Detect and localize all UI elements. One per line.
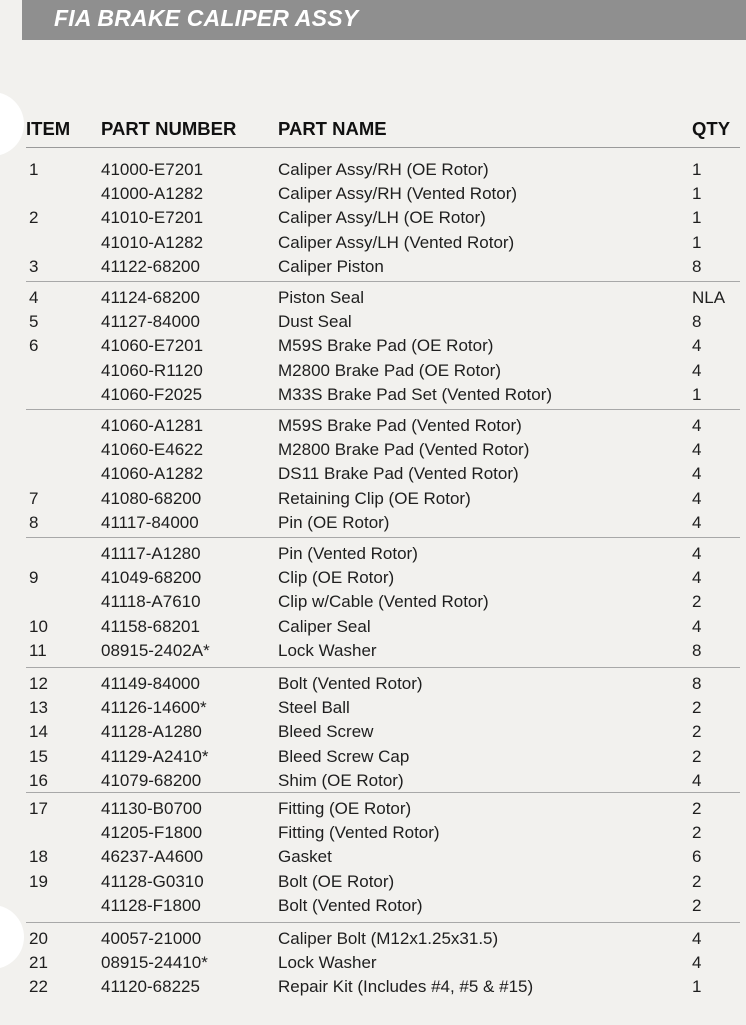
item-number: 15 [29, 746, 48, 766]
part-name: M59S Brake Pad (Vented Rotor) [278, 416, 522, 435]
part-number: 46237-A4600 [101, 847, 204, 867]
part-name: Pin (OE Rotor) [278, 512, 390, 532]
table-row [0, 544, 746, 566]
quantity: 2 [692, 823, 702, 843]
part-name: Caliper Assy/LH (Vented Rotor) [278, 232, 515, 252]
part-number: 41130-B0700 [101, 799, 202, 818]
item-number: 11 [29, 640, 47, 660]
part-number: 41127-84000 [101, 312, 200, 332]
title-bar [22, 0, 746, 40]
part-name: Caliper Assy/RH (Vented Rotor) [278, 184, 518, 204]
item-number: 12 [29, 674, 48, 693]
group-divider [26, 667, 740, 668]
group-divider [26, 537, 740, 538]
part-name: Bleed Screw [278, 722, 374, 742]
table-row [0, 288, 746, 310]
item-number: 14 [29, 722, 48, 742]
quantity: 2 [692, 799, 702, 818]
quantity: 4 [692, 488, 702, 508]
group-divider [26, 792, 740, 793]
item-number: 20 [29, 929, 48, 948]
part-name: Bolt (OE Rotor) [278, 871, 395, 891]
part-number: 40057-21000 [101, 929, 202, 948]
part-name: Gasket [278, 847, 332, 867]
group-divider [26, 922, 740, 923]
quantity: 1 [692, 384, 702, 404]
quantity: 2 [692, 722, 702, 742]
part-name: Dust Seal [278, 312, 352, 332]
part-number: 41010-E7201 [101, 208, 204, 228]
part-number: 41124-68200 [101, 288, 200, 307]
quantity: 6 [692, 847, 702, 867]
item-number: 22 [29, 977, 48, 997]
quantity: 4 [692, 512, 702, 532]
quantity: 8 [692, 674, 702, 693]
part-name: Bolt (Vented Rotor) [278, 674, 423, 693]
part-number: 41000-A1282 [101, 184, 204, 204]
part-number: 41158-68201 [101, 616, 200, 636]
part-name: Lock Washer [278, 640, 377, 660]
table-row [0, 184, 746, 206]
part-name: Fitting (OE Rotor) [278, 799, 412, 818]
part-number: 41060-E4622 [101, 440, 204, 460]
item-number: 19 [29, 871, 48, 891]
item-number: 5 [29, 312, 39, 332]
part-name: Clip w/Cable (Vented Rotor) [278, 592, 489, 612]
part-number: 41128-G0310 [101, 871, 204, 891]
group-divider [26, 281, 740, 282]
part-number: 41128-A1280 [101, 722, 202, 742]
quantity: 4 [692, 544, 702, 563]
table-row [0, 977, 746, 999]
part-name: Shim (OE Rotor) [278, 770, 404, 790]
quantity: 2 [692, 746, 702, 766]
part-number: 41049-68200 [101, 568, 202, 588]
item-number: 13 [29, 698, 48, 718]
quantity: 8 [692, 256, 702, 276]
quantity: 1 [692, 208, 702, 228]
quantity: 1 [692, 184, 702, 204]
part-name: Steel Ball [278, 698, 350, 718]
part-name: Caliper Seal [278, 616, 371, 636]
table-row [0, 160, 746, 182]
part-name: Retaining Clip (OE Rotor) [278, 488, 471, 508]
table-header [0, 118, 746, 144]
table-row [0, 312, 746, 334]
part-name: Clip (OE Rotor) [278, 568, 395, 588]
table-row [0, 872, 746, 894]
item-number: 7 [29, 488, 39, 508]
part-number: 41118-A7610 [101, 592, 201, 612]
part-number: 41126-14600* [101, 698, 207, 718]
part-name: M2800 Brake Pad (OE Rotor) [278, 360, 501, 380]
part-name: M33S Brake Pad Set (Vented Rotor) [278, 384, 553, 404]
table-row [0, 233, 746, 255]
table-row [0, 385, 746, 407]
table-row [0, 592, 746, 614]
item-number: 8 [29, 512, 39, 532]
part-name: M59S Brake Pad (OE Rotor) [278, 336, 494, 356]
part-name: Piston Seal [278, 288, 364, 307]
quantity: 8 [692, 640, 702, 660]
item-number: 2 [29, 208, 39, 228]
part-number: 41117-84000 [101, 512, 199, 532]
item-number: 21 [29, 953, 48, 973]
table-row [0, 568, 746, 590]
item-number: 17 [29, 799, 48, 818]
part-number: 41122-68200 [101, 256, 200, 276]
table-row [0, 257, 746, 279]
quantity: 4 [692, 440, 702, 460]
header-part-name: PART NAME [278, 118, 387, 139]
header-qty: QTY [692, 118, 731, 139]
table-row [0, 799, 746, 821]
table-row [0, 722, 746, 744]
part-number: 41128-F1800 [101, 895, 201, 915]
table-row [0, 896, 746, 918]
quantity: 4 [692, 770, 702, 790]
part-name: Fitting (Vented Rotor) [278, 823, 440, 843]
quantity: 1 [692, 232, 702, 252]
part-number: 41129-A2410* [101, 746, 209, 766]
table-row [0, 489, 746, 511]
item-number: 16 [29, 770, 48, 790]
part-number: 08915-24410* [101, 953, 208, 973]
part-number: 08915-2402A* [101, 640, 210, 660]
item-number: 9 [29, 568, 39, 588]
header-divider [26, 147, 740, 148]
part-name: Caliper Piston [278, 256, 384, 276]
part-number: 41060-F2025 [101, 384, 203, 404]
part-number: 41205-F1800 [101, 823, 203, 843]
part-number: 41080-68200 [101, 488, 202, 508]
part-name: Pin (Vented Rotor) [278, 544, 418, 563]
table-row [0, 823, 746, 845]
table-row [0, 464, 746, 486]
table-row [0, 513, 746, 535]
item-number: 1 [29, 160, 39, 179]
part-name: Caliper Assy/RH (OE Rotor) [278, 160, 489, 179]
quantity: 4 [692, 953, 702, 973]
part-name: DS11 Brake Pad (Vented Rotor) [278, 464, 519, 484]
part-name: Bleed Screw Cap [278, 746, 410, 766]
quantity: 4 [692, 416, 702, 435]
part-name: Repair Kit (Includes #4, #5 & #15) [278, 977, 534, 997]
table-row [0, 674, 746, 696]
item-number: 18 [29, 847, 48, 867]
item-number: 4 [29, 288, 39, 307]
header-item: ITEM [26, 118, 71, 139]
quantity: 1 [692, 977, 702, 997]
part-name: Caliper Assy/LH (OE Rotor) [278, 208, 486, 228]
quantity: 2 [692, 592, 702, 612]
header-part-number: PART NUMBER [101, 118, 237, 139]
part-number: 41060-A1282 [101, 464, 204, 484]
part-number: 41060-E7201 [101, 336, 204, 356]
quantity: 4 [692, 929, 702, 948]
part-name: Bolt (Vented Rotor) [278, 895, 423, 915]
quantity: 4 [692, 568, 702, 588]
quantity: 4 [692, 336, 702, 356]
item-number: 10 [29, 616, 48, 636]
quantity: 8 [692, 312, 702, 332]
part-name: M2800 Brake Pad (Vented Rotor) [278, 440, 530, 460]
table-row [0, 771, 746, 793]
table-row [0, 440, 746, 462]
table-row [0, 617, 746, 639]
part-name: Lock Washer [278, 953, 377, 973]
part-number: 41079-68200 [101, 770, 202, 790]
part-number: 41060-A1281 [101, 416, 204, 435]
part-number: 41120-68225 [101, 977, 200, 997]
quantity: NLA [692, 288, 726, 307]
part-number: 41000-E7201 [101, 160, 204, 179]
table-row [0, 336, 746, 358]
part-number: 41149-84000 [101, 674, 200, 693]
table-row [0, 929, 746, 951]
table-row [0, 361, 746, 383]
item-number: 6 [29, 336, 39, 356]
table-row [0, 641, 746, 663]
page-title: FIA BRAKE CALIPER ASSY [54, 5, 359, 31]
table-row [0, 747, 746, 769]
table-row [0, 847, 746, 869]
item-number: 3 [29, 256, 39, 276]
table-row [0, 698, 746, 720]
table-row [0, 953, 746, 975]
part-name: Caliper Bolt (M12x1.25x31.5) [278, 929, 499, 948]
part-number: 41010-A1282 [101, 232, 204, 252]
part-number: 41060-R1120 [101, 360, 203, 380]
quantity: 4 [692, 616, 702, 636]
quantity: 4 [692, 464, 702, 484]
table-row [0, 208, 746, 230]
quantity: 2 [692, 895, 702, 915]
group-divider [26, 409, 740, 410]
quantity: 2 [692, 871, 702, 891]
quantity: 1 [692, 160, 702, 179]
part-number: 41117-A1280 [101, 544, 201, 563]
table-row [0, 416, 746, 438]
quantity: 4 [692, 360, 702, 380]
quantity: 2 [692, 698, 702, 718]
